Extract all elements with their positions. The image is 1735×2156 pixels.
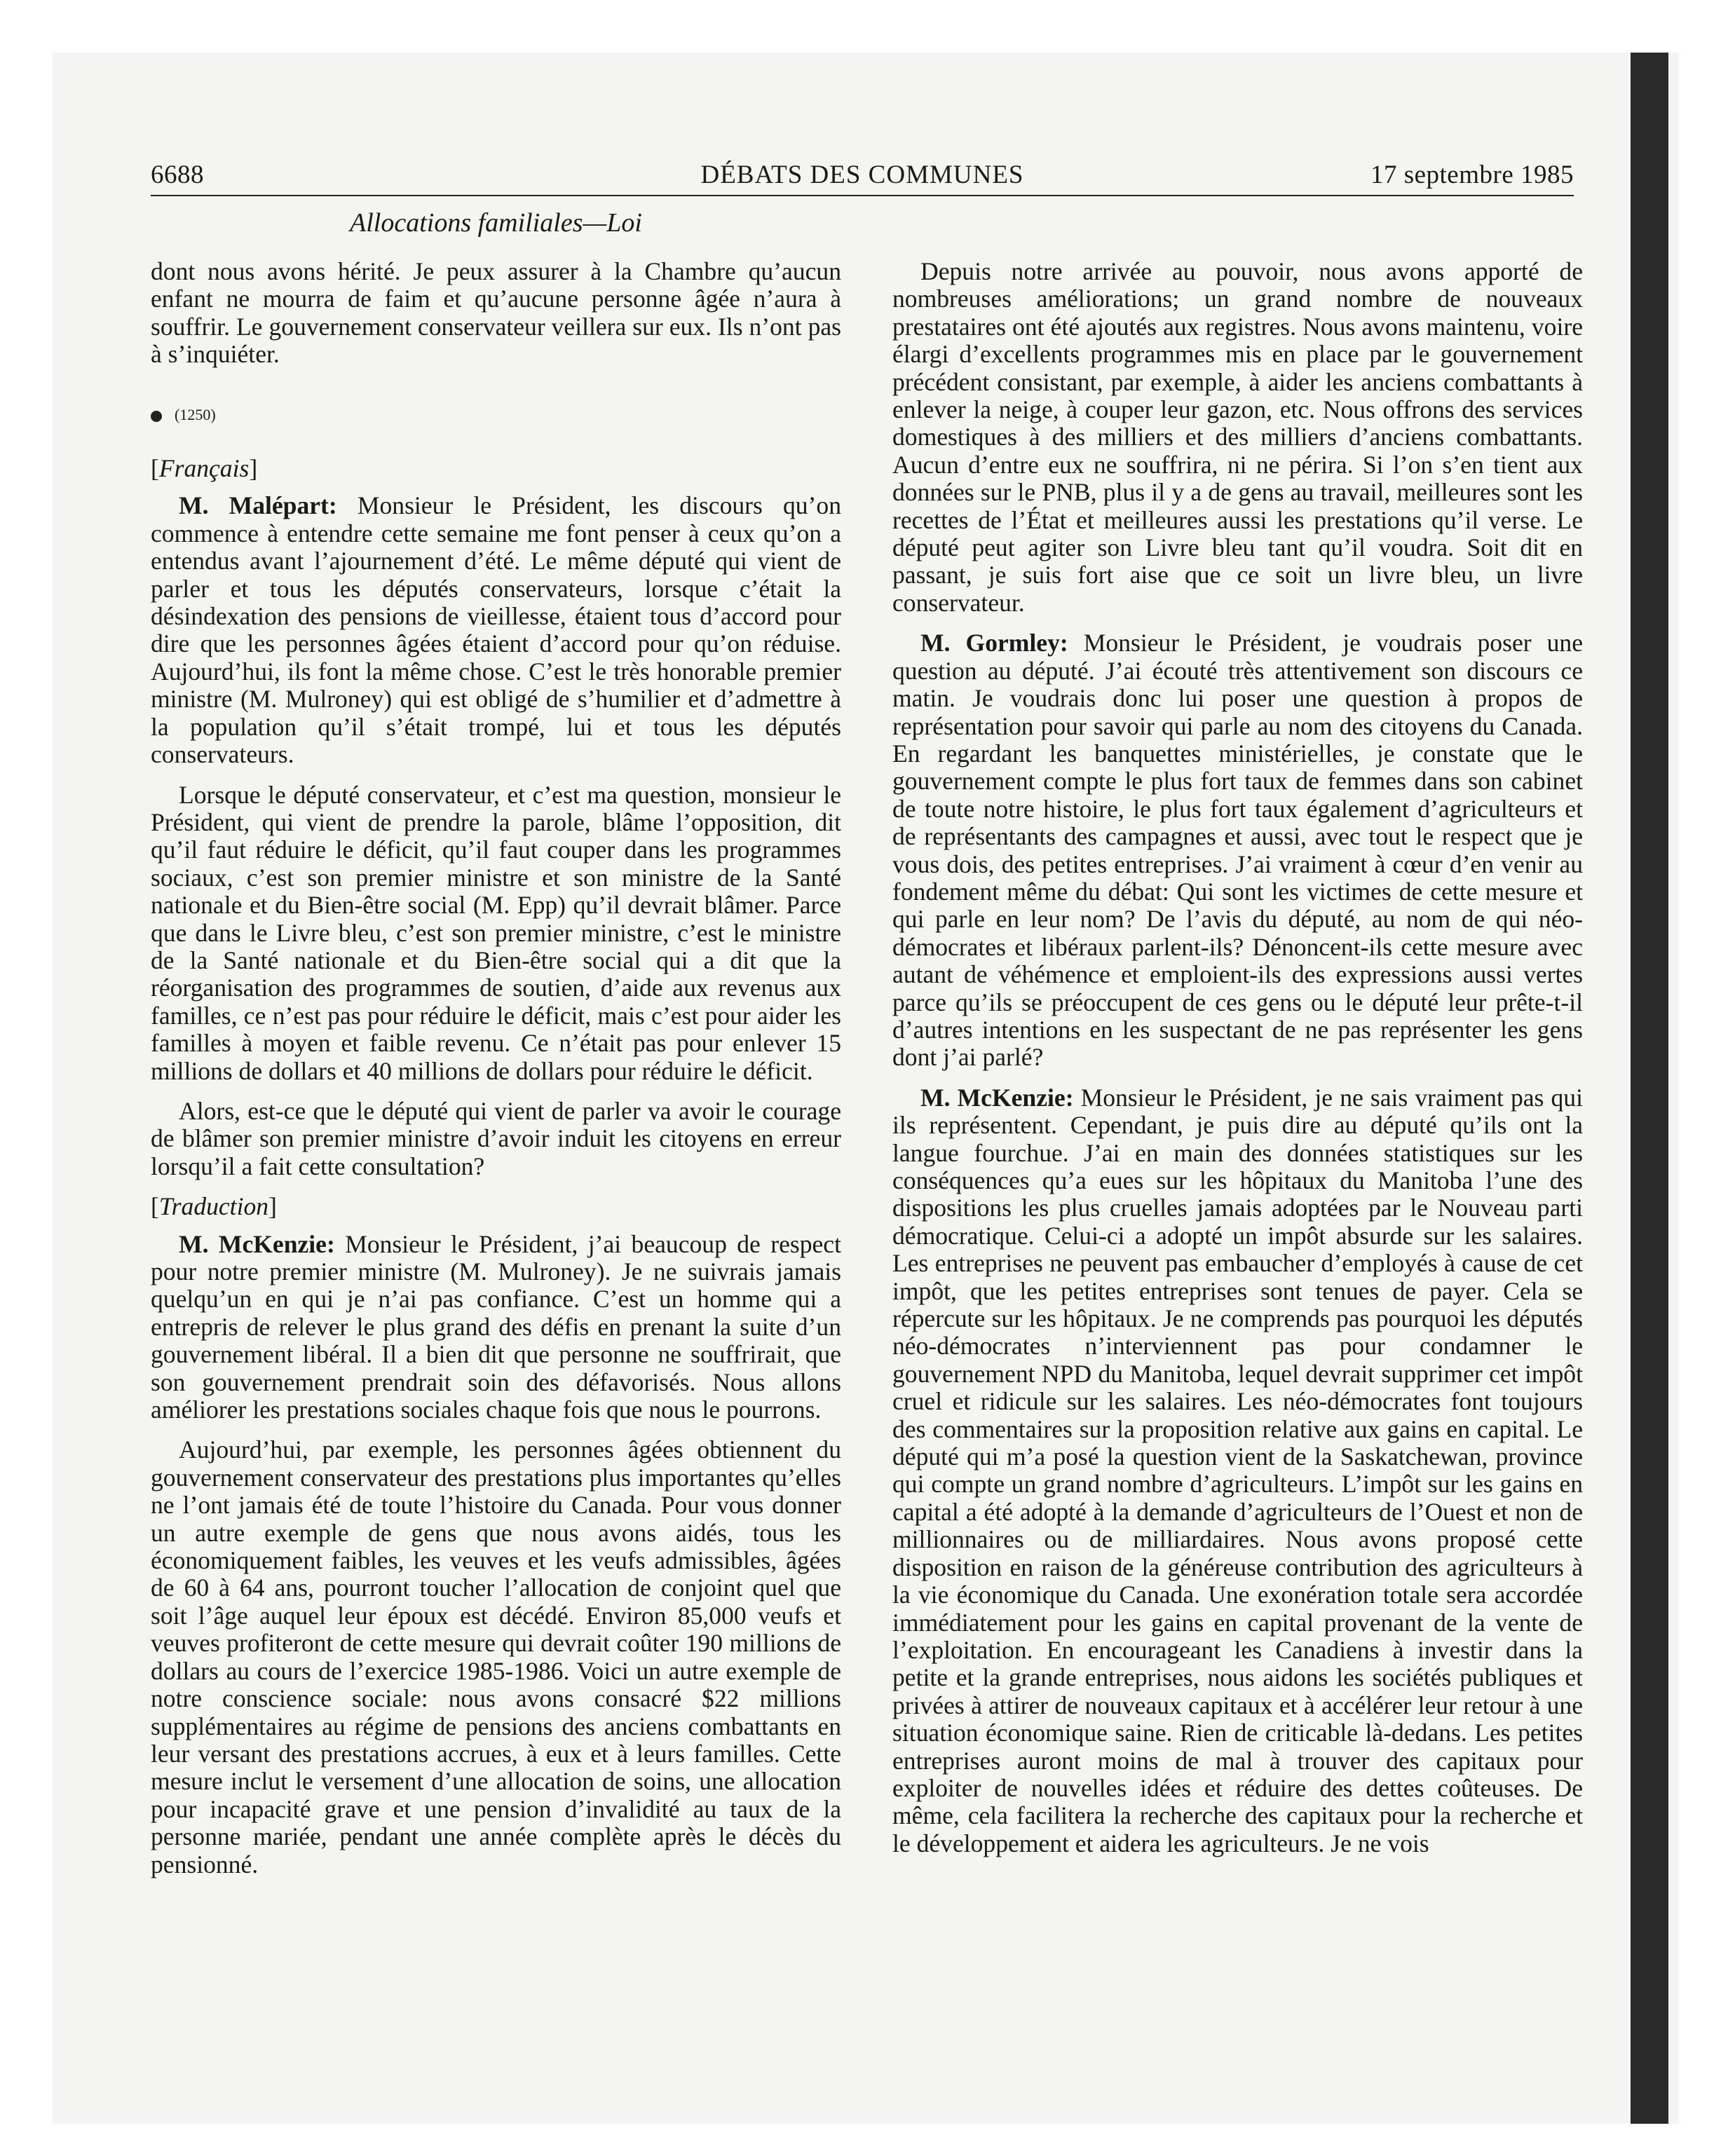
heading-label: Français bbox=[158, 454, 250, 483]
paragraph: Alors, est-ce que le député qui vient de parler va avoir le courage de blâmer son premier ministre d’avoir induit les citoyens en erreur lorsqu’il a fait cette consultation? bbox=[151, 1096, 841, 1180]
paragraph: Depuis notre arrivée au pouvoir, nous avons apporté de nombreuses améliorations; un grand nombre de nouveaux prestataires ont été ajoutés aux registres. Nous avons maintenu, voire élargi d’excellents programmes mis en place par le gouvernement précédent consistant, par exemple, à aider les anciens combattants à enlever la neige, à couper leur gazon, etc. Nous offrons des services domestiques à des milliers et des milliers d’anciens combattants. Aucun d’entre eux ne souffrira, ni ne périra. Si l’on s’en tient aux données sur le PNB, plus il y a de gens au travail, meilleures sont les recettes de l’État et meilleures aussi les prestations qu’il verse. Le député peut agiter son Livre bleu tant qu’il voudra. Soit dit en passant, je suis fort aise que ce soit un livre bleu, un livre conservateur. bbox=[892, 257, 1583, 617]
time-marker-label: (1250) bbox=[175, 405, 216, 423]
time-marker bbox=[151, 401, 841, 428]
bullet-icon bbox=[151, 411, 162, 422]
running-header bbox=[151, 160, 1574, 196]
heading-label: Traduction bbox=[158, 1192, 269, 1221]
speech-text: Monsieur le Président, je ne sais vraiment pas qui ils représentent. Cependant, je puis dire au député qu’ils ont la langue fourchue. J’ai en main des données statistiques sur les conséquences qu’a eues sur les hôpitaux du Manitoba l’une des dispositions les plus cruelles jamais adoptées par le Nouveau parti démocratique. Celui-ci a adopté un impôt absurde sur les salaires. Les entreprises ne peuvent pas embaucher d’employés à cause de cet impôt, que les petites entreprises sont tenues de payer. Cela se répercute sur les hôpitaux. Je ne comprends pas pourquoi les députés néo-démocrates n’interviennent pas pour condamner le gouvernement NPD du Manitoba, lequel devrait supprimer cet impôt cruel et ridicule sur les salaires. Les néo-démocrates font toujours des commentaires sur la proposition relative aux gains en capital. Le député qui m’a posé la question vient de la Saskatchewan, province qui compte un grand nombre d’agriculteurs. L’impôt sur les gains en capital a été adopté à la demande d’agriculteurs de l’Ouest et non de millionnaires ou de milliardaires. Nous avons proposé cette disposition en raison de la généreuse contribution des agriculteurs à la vie économique du Canada. Une exonération totale sera accordée immédiatement pour les gains en capital provenant de la vente de l’exploitation. En encourageant les Canadiens à investir dans la petite et la grande entreprises, nous aidons les sociétés publiques et privées à attirer de nouveaux capitaux et à accélérer leur retour à une situation économique saine. Rien de criticable là-dedans. Les petites entreprises auront moins de mal à trouver des capitaux pour exploiter de nouvelles idées et réduire des dettes coûteuses. De même, cela facilitera la recherche des capitaux pour la recherche et le développement et aidera les agriculteurs. Je ne vois bbox=[892, 1083, 1583, 1857]
speech-paragraph bbox=[892, 629, 1583, 1072]
paragraph: Aujourd’hui, par exemple, les personnes âgées obtiennent du gouvernement conservateur des prestations plus importantes qu’elles ne l’ont jamais été de toute l’histoire du Canada. Pour vous donner un autre exemple de gens que nous avons aidés, tous les économiquement faibles, les veuves et les veufs admissibles, âgées de 60 à 64 ans, pourront toucher l’allocation de conjoint quel que soit l’âge auquel leur époux est décédé. Environ 85,000 veufs et veuves profiteront de cette mesure qui devrait coûter 190 millions de dollars au cours de l’exercice 1985-1986. Voici un autre exemple de notre conscience sociale: nous avons consacré $22 millions supplémentaires au régime de pensions des anciens combattants en leur versant des prestations accrues, à eux et à leurs familles. Cette mesure inclut le versement d’une allocation de soins, une allocation pour incapacité grave et une pension d’invalidité au taux de la personne mariée, pendant une année complète après le décès du pensionné. bbox=[151, 1435, 841, 1878]
speaker-name: M. Gormley: bbox=[920, 629, 1068, 657]
right-column bbox=[892, 258, 1583, 1870]
page-binding-edge bbox=[1631, 53, 1668, 2124]
speech-paragraph bbox=[892, 1084, 1583, 1857]
speech-paragraph bbox=[151, 1231, 841, 1424]
speaker-name: M. McKenzie: bbox=[179, 1229, 335, 1258]
header-date: 17 septembre 1985 bbox=[1370, 161, 1574, 189]
left-column bbox=[151, 258, 841, 1891]
section-title: Allocations familiales—Loi bbox=[350, 208, 642, 238]
speech-text: Monsieur le Président, j’ai beaucoup de respect pour notre premier ministre (M. Mulroney). Je ne suivrais jamais quelqu’un en qui je n’ai pas confiance. C’est un homme qui a entrepris de relever le plus grand des défis en prenant la suite d’un gouvernement libéral. Il a bien dit que personne ne souffrirait, que son gouvernement prendrait soin des défavorisés. Nous allons améliorer les prestations sociales chaque fois que nous le pourrons. bbox=[151, 1229, 841, 1424]
language-heading-francais: [Français] bbox=[151, 454, 258, 483]
speech-text: Monsieur le Président, je voudrais poser une question au député. J’ai écouté très attentivement son discours ce matin. Je voudrais donc lui poser une question à propos de représentation pour savoir qui parle au nom des citoyens du Canada. En regardant les banquettes ministérielles, je constate que le gouvernement compte le plus fort taux de femmes dans son cabinet de toute notre histoire, le plus fort taux également d’agriculteurs et de représentants des campagnes et aussi, avec tout le respect que je vous dois, des petites entreprises. J’ai vraiment à cœur d’en venir au fondement même du débat: Qui sont les victimes de cette mesure et qui parle en leur nom? De l’avis du député, au nom de qui néo-démocrates et libéraux parlent-ils? Dénoncent-ils cette mesure avec autant de véhémence et emploient-ils des expressions aussi vertes parce qu’ils se préoccupent de ces gens ou le député leur prête-t-il d’autres intentions en les suspectant de ne pas représenter les gens dont j’ai parlé? bbox=[892, 629, 1583, 1072]
paragraph: Lorsque le député conservateur, et c’est ma question, monsieur le Président, qui vient de prendre la parole, blâme l’opposition, dit qu’il faut réduire le déficit, qu’il faut couper dans les programmes sociaux, c’est son premier ministre et son ministre de la Santé nationale et du Bien-être social (M. Epp) qu’il devrait blâmer. Parce que dans le Livre bleu, c’est son premier ministre, c’est le ministre de la Santé nationale et du Bien-être social qui a dit que la réorganisation des programmes de soutien, d’aide aux revenus aux familles, ce n’est pas pour réduire le déficit, mais c’est pour aider les familles à moyen et faible revenu. Ce n’était pas pour enlever 15 millions de dollars et 40 millions de dollars pour réduire le déficit. bbox=[151, 780, 841, 1085]
journal-title: DÉBATS DES COMMUNES bbox=[700, 161, 1024, 189]
page-number: 6688 bbox=[151, 161, 204, 189]
paragraph: dont nous avons hérité. Je peux assurer à la Chambre qu’aucun enfant ne mourra de faim et qu’aucune personne âgée n’aura à souffrir. Le gouvernement conservateur veillera sur eux. Ils n’ont pas à s’inquiéter. bbox=[151, 257, 841, 369]
speaker-name: M. McKenzie: bbox=[920, 1083, 1074, 1112]
speech-paragraph bbox=[151, 492, 841, 768]
speech-text: Monsieur le Président, les discours qu’on commence à entendre cette semaine me font penser à ceux qu’on a entendus avant l’ajournement d’été. Le même député qui vient de parler et tous les députés conservateurs, lorsque c’était la désindexation des pensions de vieillesse, étaient tous d’accord pour dire que les personnes âgées étaient d’accord pour qu’on réduise. Aujourd’hui, ils font la même chose. C’est le très honorable premier ministre (M. Mulroney) qui est obligé de s’humilier et d’admettre à la population qu’il s’était trompé, lui et tous les députés conservateurs. bbox=[151, 491, 841, 769]
language-heading-traduction: [Traduction] bbox=[151, 1192, 277, 1221]
speaker-name: M. Malépart: bbox=[179, 491, 337, 520]
